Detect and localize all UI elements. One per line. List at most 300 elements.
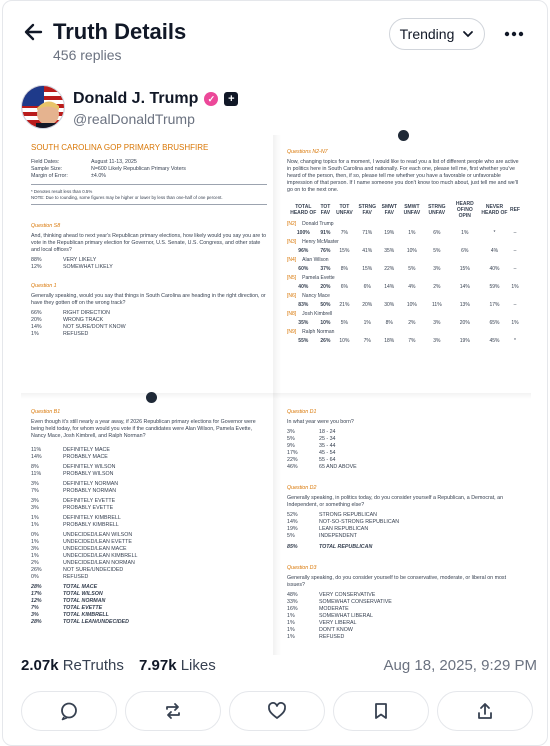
answer-row [31,310,267,317]
table-cell: 20% [459,320,470,326]
table-cell: 14% [459,284,470,290]
answer-pct: 5% [287,533,295,539]
attached-images[interactable] [21,135,531,655]
answer-row [31,471,267,478]
answer-label: UNDECIDED/LEAN MACE [63,546,127,552]
person-name: Pamela Evette [302,275,335,281]
divider [31,204,267,205]
answer-row [31,591,267,598]
table-row [287,337,521,346]
column-header: SMWT FAV [381,204,397,216]
sort-label: Trending [399,26,455,42]
avatar[interactable] [21,85,65,129]
table-cell: * [513,338,516,344]
poll-page-1[interactable] [21,135,277,397]
back-button[interactable] [21,19,47,45]
table-cell: 35% [298,320,309,326]
answer-row [31,605,267,612]
reply-icon [59,701,79,721]
table-cell: 19% [384,230,395,236]
answer-row [31,324,267,331]
answer-row [287,519,521,526]
table-cell: 6% [363,284,371,290]
answer-pct: 22% [287,457,298,463]
answer-row [287,436,521,443]
answer-label: UNDECIDED/LEAN EVETTE [63,539,132,545]
answer-label: DEFINITELY EVETTE [63,498,116,504]
answer-row [287,526,521,533]
answer-pct: 48% [287,592,298,598]
answer-row [287,606,521,613]
answer-label: DEFINITELY NORMAN [63,481,119,487]
table-cell: 17% [489,302,500,308]
table-cell: 1% [461,230,469,236]
answer-label: DEFINITELY MACE [63,447,110,453]
answer-pct: 5% [287,436,295,442]
table-row-label [287,274,521,283]
action-bar [21,691,533,731]
person-cell [287,274,521,283]
person-cell [287,328,521,337]
answer-pct: 7% [31,605,39,611]
table-cell: * [493,230,496,236]
answer-pct: 26% [31,567,42,573]
table-cell: – [513,248,517,254]
answer-label: PROBABLY EVETTE [63,505,114,511]
column-header: TOT UNFAV [336,204,353,216]
answer-row [31,515,267,522]
column-header: NEVER HEARD OF [481,204,508,216]
table-cell: 1% [511,284,519,290]
question-text: In what year were you born? [287,419,354,425]
question-text: Generally speaking, do you consider yourself to be conservative, moderate, or liberal on most issues? [287,575,507,588]
question-text: And, thinking ahead to next year's Republican primary elections, how likely would you say you are to vote in the Republican primary election for Governor, U.S. Senate, U.S. Congress, and other state and local offices? [31,233,267,253]
table-cell: 5% [433,248,441,254]
table-cell: 76% [320,248,331,254]
question-tag: [N8] [287,311,297,317]
answer-pct: 3% [31,546,39,552]
person-cell [287,220,521,229]
table-body [287,220,521,346]
sort-dropdown[interactable] [389,18,485,50]
answer-row [31,454,267,461]
table-cell: 50% [320,302,331,308]
answer-pct: 1% [287,634,295,640]
table-cell: 10% [406,302,417,308]
table-cell: 6% [340,284,349,290]
answer-pct: 1% [31,539,39,545]
answer-label: RIGHT DIRECTION [63,310,110,316]
table-cell: – [513,230,517,236]
table-cell: 96% [298,248,309,254]
answer-label: VERY LIBERAL [319,620,357,626]
answer-label: REFUSED [63,331,89,337]
person-cell [287,292,521,301]
answer-row [287,512,521,519]
table-cell: 7% [408,338,416,344]
answer-row [31,567,267,574]
answer-pct: 85% [287,544,298,550]
table-cell: 5% [340,320,349,326]
retruth-icon [163,701,183,721]
answer-row [287,634,521,641]
answer-label: TOTAL MACE [63,584,98,590]
answer-label: PROBABLY KIMBRELL [63,522,119,528]
answer-pct: 1% [31,553,39,559]
answer-label: 18 - 24 [319,429,336,435]
answer-label: UNDECIDED/LEAN KIMBRELL [63,553,138,559]
note-1: * Denotes result less than 0.5% [31,189,93,194]
retruth-button[interactable] [125,691,221,731]
answer-pct: 3% [287,429,295,435]
table-row [287,283,521,292]
table-cell: 8% [340,266,349,272]
table-cell: – [513,302,517,308]
question-label: Question 1 [31,283,57,289]
column-header: TOT FAV [320,204,331,216]
field-dates-value: August 11-13, 2025 [91,159,137,165]
answer-pct: 1% [31,522,39,528]
follow-icon[interactable]: + [224,92,238,106]
answer-label: REFUSED [63,574,89,580]
field-dates-label: Field Dates: [31,159,60,165]
answer-label: STRONG REPUBLICAN [319,512,377,518]
table-row [287,265,521,274]
table-cell: 30% [384,302,395,308]
question-text: Generally speaking, in politics today, do you consider yourself a Republican, a Democrat, an Independent, or something else? [287,495,504,508]
question-tag: [N5] [287,275,297,281]
table-cell: 20% [320,284,331,290]
answer-pct: 1% [287,627,295,633]
table-row [287,247,521,256]
page-marker [398,130,409,141]
share-icon [475,701,495,721]
answer-list [287,592,521,641]
answer-pct: 46% [287,464,298,470]
table-cell: 91% [320,230,331,236]
answer-pct: 17% [31,591,42,597]
totals-list [31,584,267,626]
answer-row [31,464,267,471]
table-cell: 55% [298,338,309,344]
answer-row [31,539,267,546]
answer-list [31,447,267,581]
answer-row [31,488,267,495]
table-cell: 83% [298,302,309,308]
table-row [287,229,521,238]
answer-label: PROBABLY WILSON [63,471,114,477]
answer-pct: 9% [287,443,295,449]
answer-pct: 3% [31,612,39,618]
answer-label: SOMEWHAT LIKELY [63,264,113,270]
field-dates [31,159,267,166]
question-tag: [N4] [287,257,297,263]
answer-label: PROBABLY NORMAN [63,488,117,494]
table-cell: 15% [459,266,470,272]
table-cell: 65% [489,320,500,326]
answer-label: TOTAL NORMAN [63,598,106,604]
bookmark-icon [371,701,391,721]
person-cell [287,310,521,319]
answer-label: UNDECIDED/LEAN WILSON [63,532,133,538]
answer-row [287,443,521,450]
answer-label: DEFINITELY WILSON [63,464,116,470]
table-cell: 40% [298,284,309,290]
note-2: NOTE: Due to rounding, some figures may be higher or lower by less than one-half of one percent. [31,194,223,200]
answer-row [287,429,521,436]
answer-label: PROBABLY MACE [63,454,108,460]
answer-row [31,584,267,591]
answer-row [31,505,267,512]
answer-row [31,598,267,605]
answer-pct: 88% [31,257,42,263]
table-cell: 4% [490,248,499,254]
answer-label: TOTAL REPUBLICAN [319,544,373,550]
table-cell: 35% [384,248,395,254]
answer-label: TOTAL EVETTE [63,605,103,611]
reply-count: 456 replies [53,47,122,63]
answer-row [287,450,521,457]
likes-label: Likes [180,657,216,674]
answer-label: INDEPENDENT [319,533,357,539]
table-cell: 19% [459,338,470,344]
table-row-label [287,292,521,301]
answer-row [287,613,521,620]
answer-pct: 7% [31,488,39,494]
question-label: Question D3 [287,565,317,571]
table-cell: 1% [363,320,371,326]
person-name: Josh Kimbrell [302,311,333,317]
answer-list [31,310,267,338]
answer-pct: 0% [31,574,39,580]
answer-label: VERY CONSERVATIVE [319,592,376,598]
answer-label: 45 - 54 [319,450,336,456]
table-cell: 40% [489,266,500,272]
question-tag: [N6] [287,293,297,299]
author-handle: @realDonaldTrump [73,111,195,127]
answer-list [31,257,267,271]
answer-pct: 11% [31,447,42,453]
answer-label: NOT-SO-STRONG REPUBLICAN [319,519,400,525]
column-header: SMWT UNFAV [403,204,421,216]
doc-title: SOUTH CAROLINA GOP PRIMARY BRUSHFIRE [31,143,209,152]
answer-row [31,331,267,338]
like-button[interactable] [229,691,325,731]
table-row [287,319,521,328]
table-cell: 100% [296,230,310,236]
table-cell: 15% [339,248,350,254]
header [3,1,548,71]
answer-row [31,522,267,529]
share-button[interactable] [437,691,533,731]
question-label: Question D1 [287,409,317,415]
person-name: Henry McMaster [302,239,339,245]
more-options-button[interactable] [501,21,527,47]
column-header: TOTAL HEARD OF [290,204,317,216]
poll-page-2[interactable] [277,135,531,397]
answer-label: UNDECIDED/LEAN NORMAN [63,560,135,566]
answer-pct: 19% [287,526,298,532]
answer-label: NOT SURE/UNDECIDED [63,567,124,573]
answer-row [31,560,267,567]
answer-label: NOT SURE/DON'T KNOW [63,324,126,330]
table-cell: 3% [433,338,441,344]
column-header: REF [509,207,520,213]
retruths-label: ReTruths [62,657,124,674]
answer-label: VERY LIKELY [63,257,97,263]
table-cell: 6% [461,248,469,254]
answer-pct: 3% [31,498,39,504]
moe-label: Margin of Error: [31,173,68,179]
answer-row [31,317,267,324]
poll-page-4[interactable] [277,397,531,655]
answer-pct: 1% [287,613,295,619]
moe-value: ±4.0% [91,173,106,179]
answer-row [31,619,267,626]
table-header [287,200,521,220]
answer-row [31,532,267,539]
table-cell: 8% [385,320,393,326]
answer-pct: 3% [31,505,39,511]
answer-row [31,498,267,505]
table-cell: 11% [432,302,442,308]
table-cell: 22% [384,266,395,272]
answer-row [31,612,267,619]
answer-pct: 1% [287,620,295,626]
person-name: Nancy Mace [302,293,330,299]
table-cell: 71% [362,230,373,236]
table-row-label [287,310,521,319]
likes-stat[interactable] [139,657,216,674]
table-cell: 20% [362,302,373,308]
answer-list [287,429,521,471]
answer-label: 35 - 44 [319,443,336,449]
table-cell: 6% [433,230,441,236]
answer-row [31,264,267,271]
answer-label: TOTAL KIMBRELL [63,612,109,618]
person-name: Ralph Norman [302,329,335,335]
answer-row [287,592,521,599]
table-cell: 1% [408,230,416,236]
chevron-down-icon [462,28,474,40]
answer-pct: 2% [31,560,39,566]
favorability-table [287,200,521,346]
table-cell: 21% [339,302,350,308]
table-row [287,301,521,310]
table-cell: 3% [433,266,441,272]
answer-pct: 28% [31,619,42,625]
answer-label: WRONG TRACK [63,317,104,323]
poll-page-3[interactable] [21,397,277,655]
answer-row [31,447,267,454]
answer-label: TOTAL LEAN/UNDECIDED [63,619,129,625]
question-tag: [N9] [287,329,297,335]
table-cell: 2% [433,284,441,290]
answer-label: DEFINITELY KIMBRELL [63,515,121,521]
answer-label: LEAN REPUBLICAN [319,526,369,532]
divider [31,184,267,185]
answer-pct: 1% [31,515,39,521]
answer-row [31,546,267,553]
arrow-left-icon [21,19,47,45]
answer-total [287,544,521,551]
heart-icon [267,701,287,721]
question-text: Generally speaking, would you say that things in South Carolina are heading in the right direction, or have they gotten off on the wrong track? [31,293,266,306]
table-cell: 7% [340,230,349,236]
answer-row [31,481,267,488]
table-cell: 5% [408,266,416,272]
answer-pct: 12% [31,264,42,270]
question-label: Question B1 [31,409,61,415]
answer-label: REFUSED [319,634,345,640]
question-label: Questions N2-N7 [287,149,328,155]
page-divider [21,393,531,399]
question-text: Even though it's still nearly a year away, if 2026 Republican primary elections for Governor were being held today, for whom would you vote if the candidates were Alan Wilson, Pamela Evette, Nancy Mace, Josh Kimbrell, and Ralph Norman? [31,419,256,439]
answer-pct: 11% [31,471,42,477]
answer-pct: 0% [31,532,39,538]
answer-pct: 66% [31,310,42,316]
question-label: Question D2 [287,485,317,491]
column-header: STRNG FAV [358,204,376,216]
answer-row [287,464,521,471]
table-cell: 41% [362,248,373,254]
table-cell: 10% [406,248,417,254]
answer-pct: 16% [287,606,298,612]
question-tag: [N2] [287,221,297,227]
question-label: Question S8 [31,223,61,229]
truth-details-screen [2,0,548,746]
likes-count: 7.97k [139,657,177,674]
person-name: Donald Trump [302,221,334,227]
table-cell: 10% [320,320,331,326]
reply-button[interactable] [21,691,117,731]
retruths-stat[interactable] [21,657,124,674]
answer-pct: 1% [31,331,39,337]
answer-pct: 17% [287,450,298,456]
answer-label: TOTAL WILSON [63,591,103,597]
table-row-label [287,256,521,265]
answer-pct: 20% [31,317,42,323]
answer-pct: 28% [31,584,42,590]
table-cell: 10% [339,338,350,344]
verified-badge-icon: ✓ [204,92,218,106]
question-text: Now, changing topics for a moment, I would like to read you a list of different people who are active in politics here in South Carolina and nationally. For each one, please tell me, first whether you've heard of the person, then, if so, please tell me whether you have a favorable or unfavorable impression of that person. If I name someone you don't know too much about, just tell me and we'll go on to the next one. [287,159,519,193]
table-cell: 15% [362,266,373,272]
ellipsis-icon [504,31,524,37]
question-tag: [N3] [287,239,297,245]
answer-pct: 14% [287,519,298,525]
answer-row [31,553,267,560]
page-marker [146,392,157,403]
answer-label: 55 - 64 [319,457,336,463]
person-name: Alan Wilson [302,257,329,263]
column-header: STRNG UNFAV [428,204,446,216]
answer-label: SOMEWHAT CONSERVATIVE [319,599,392,605]
bookmark-button[interactable] [333,691,429,731]
table-cell: 14% [384,284,395,290]
answer-pct: 14% [31,454,42,460]
table-cell: – [513,266,517,272]
answer-pct: 33% [287,599,298,605]
author-name[interactable] [73,90,238,108]
answer-row [287,627,521,634]
answer-label: 65 AND ABOVE [319,464,357,470]
answer-pct: 12% [31,598,42,604]
table-cell: 3% [433,320,441,326]
answer-label: DON'T KNOW [319,627,353,633]
author-name-text: Donald J. Trump [73,90,199,107]
table-cell: 37% [320,266,331,272]
